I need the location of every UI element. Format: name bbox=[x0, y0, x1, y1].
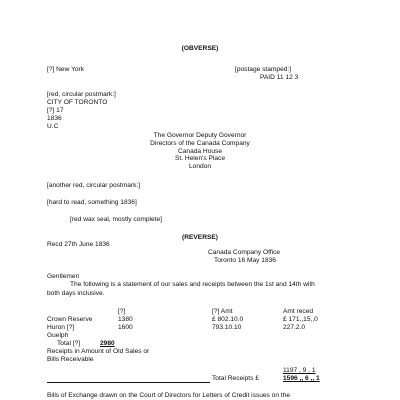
address-line: Canada House bbox=[178, 147, 222, 155]
obverse-heading: (OBVERSE) bbox=[181, 45, 219, 52]
address-line: Directors of the Canada Company bbox=[150, 139, 250, 147]
postage-stamp-value: PAID 11 12 3 bbox=[260, 74, 299, 81]
table-row-qty: 1380 bbox=[118, 316, 133, 323]
column-header: [?] bbox=[118, 308, 126, 315]
total-receipts-label: Total Receipts £ bbox=[212, 375, 259, 382]
postmark-note: [hard to read, something 1836] bbox=[47, 199, 137, 206]
signature-rule bbox=[47, 382, 210, 383]
postmark-line: U.C bbox=[47, 123, 59, 130]
postmark-line: 1836 bbox=[47, 115, 62, 122]
footer-text: Bills of Exchange drawn on the Court of Directors for Letters of Credit issues on the bbox=[47, 392, 290, 399]
table-row-amt: 793.10.10 bbox=[212, 324, 242, 331]
table-row-qty: 1600 bbox=[118, 324, 133, 331]
address-block bbox=[130, 132, 270, 171]
table-row-reced: 227.2.0 bbox=[283, 324, 305, 331]
origin-place: [?] New York bbox=[47, 66, 85, 73]
address-line: The Governor Deputy Governor bbox=[153, 132, 247, 139]
postmark-note: [another red, circular postmark:] bbox=[47, 182, 141, 189]
postage-stamp-note: [postage stamped:] bbox=[235, 66, 292, 73]
total-label: Total [?] bbox=[57, 340, 81, 347]
total-receipts-value: 1596 ,, 6 ,, 1 bbox=[283, 375, 320, 382]
office-date: Toronto 16 May 1836 bbox=[214, 257, 276, 264]
column-header: [?] Amt bbox=[212, 308, 233, 315]
receipts-label: Bills Receivable bbox=[47, 356, 94, 363]
table-row-name: Guelph bbox=[47, 332, 69, 339]
received-date: Recd 27th June 1836 bbox=[47, 241, 110, 248]
subtotal-value: 1197 , 9 , 1 bbox=[283, 367, 316, 374]
column-header: Amt reced bbox=[283, 308, 314, 315]
postmark-line: CITY OF TORONTO bbox=[47, 99, 108, 106]
address-line: London bbox=[188, 163, 211, 171]
reverse-heading: (REVERSE) bbox=[182, 234, 218, 241]
table-row-amt: £ 802.10.0 bbox=[212, 316, 244, 323]
address-line: St. Helen's Place bbox=[174, 155, 225, 163]
office-name: Canada Company Office bbox=[208, 249, 281, 256]
salutation: Gentlemen bbox=[47, 273, 80, 280]
postmark-line: [?] 17 bbox=[47, 107, 64, 114]
body-text: The following is a statement of our sales and receipts between the 1st and 14th with bbox=[70, 281, 315, 288]
total-value: 2980 bbox=[100, 340, 115, 347]
seal-note: [red wax seal, mostly complete] bbox=[70, 216, 162, 223]
table-row-name: Huron [?] bbox=[47, 324, 75, 331]
table-row-reced: £ 171,,15,,0 bbox=[283, 316, 318, 323]
body-text: both days inclusive. bbox=[47, 290, 105, 297]
table-row-name: Crown Reserve bbox=[47, 316, 93, 323]
receipts-label: Receipts in Amount of Old Sales or bbox=[47, 348, 150, 355]
postmark-line: [red, circular postmark:] bbox=[47, 91, 116, 98]
